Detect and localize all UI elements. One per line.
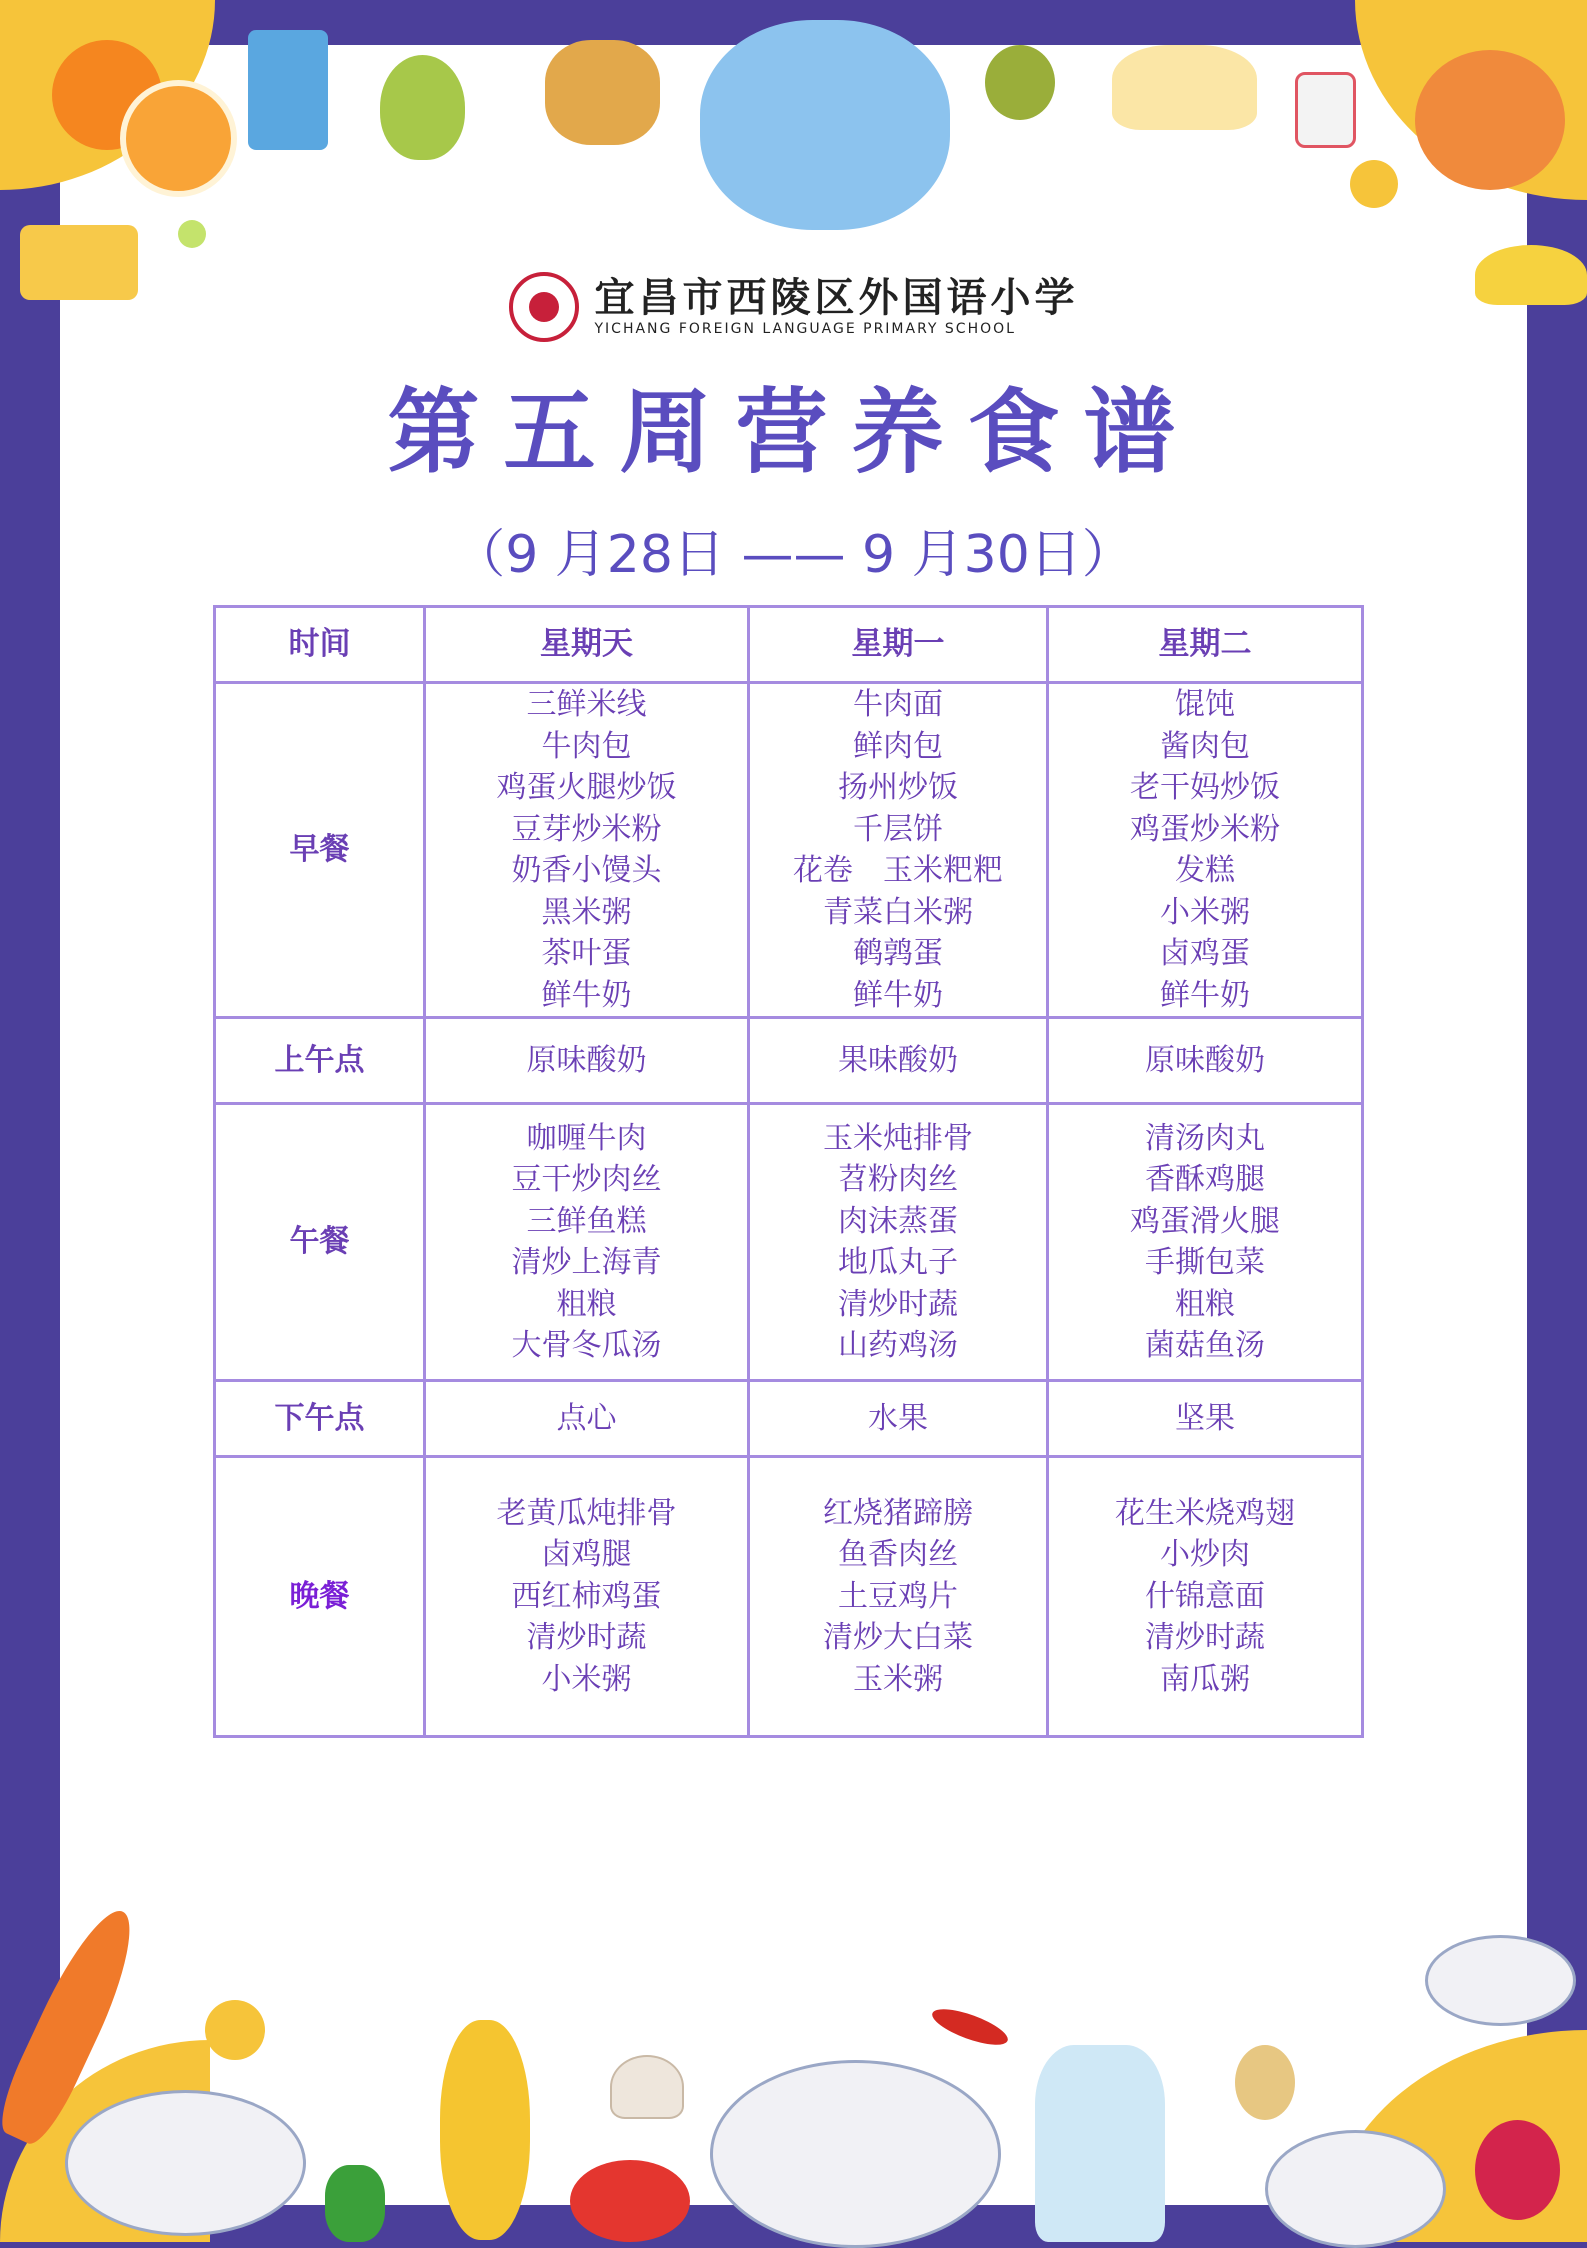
meal-label: 早餐: [215, 683, 425, 1018]
menu-item: 水果: [868, 1400, 928, 1436]
menu-item: 小米粥: [1160, 894, 1250, 930]
meal-label: 晚餐: [215, 1457, 425, 1737]
milk-jug-icon: [1035, 2045, 1165, 2242]
menu-item: 苕粉肉丝: [838, 1162, 958, 1197]
menu-cell-monday: [749, 1457, 1048, 1737]
menu-item: 奶香小馒头: [511, 853, 662, 888]
menu-cell-sunday: [425, 1381, 749, 1457]
menu-item: 鲜牛奶: [1160, 977, 1250, 1013]
menu-item: 鱼香肉丝: [838, 1537, 958, 1573]
menu-item: 香酥鸡腿: [1145, 1162, 1265, 1197]
school-logo-icon: [509, 272, 579, 342]
menu-item: 鲜肉包: [853, 728, 943, 764]
header-cell-monday: 星期一: [749, 607, 1048, 683]
yellow-dot: [1350, 160, 1398, 208]
menu-item: 玉米炖排骨: [823, 1120, 973, 1156]
menu-row: [215, 1018, 1363, 1104]
menu-cell-monday: [749, 1018, 1048, 1104]
menu-item: 发糕: [1175, 853, 1235, 888]
menu-cell-tuesday: [1048, 683, 1363, 1018]
olive-icon: [985, 45, 1055, 120]
menu-item: 鸡蛋滑火腿: [1130, 1203, 1280, 1239]
menu-item: 鲜牛奶: [541, 977, 632, 1013]
menu-item: 千层饼: [853, 811, 943, 847]
menu-item: 肉沫蒸蛋: [838, 1203, 958, 1239]
green-dot: [178, 220, 206, 248]
noodle-bowl-icon: [65, 2090, 306, 2236]
menu-item: 菌菇鱼汤: [1145, 1328, 1265, 1363]
menu-item: 粗粮: [1175, 1286, 1235, 1322]
menu-item: 豆芽炒米粉: [511, 811, 662, 847]
menu-item: 青菜白米粥: [823, 894, 973, 930]
milk-carton-icon: [248, 30, 328, 150]
menu-item: 鹌鹑蛋: [853, 936, 943, 971]
menu-item: 地瓜丸子: [838, 1245, 958, 1280]
menu-item: 粗粮: [556, 1286, 617, 1322]
menu-row: [215, 1381, 1363, 1457]
menu-cell-tuesday: [1048, 1457, 1363, 1737]
school-name-cn: 宜昌市西陵区外国语小学: [594, 274, 1079, 321]
menu-row: [215, 1457, 1363, 1737]
menu-item: 什锦意面: [1145, 1578, 1265, 1614]
header-cell-tuesday: 星期二: [1048, 607, 1363, 683]
header-cell-time: 时间: [215, 607, 425, 683]
pear-icon: [380, 55, 465, 160]
menu-item: 西红柿鸡蛋: [511, 1578, 662, 1614]
menu-item: 手撕包菜: [1145, 1245, 1265, 1280]
dumpling-steamer-icon: [545, 40, 660, 145]
menu-table: [213, 605, 1364, 1738]
menu-item: 大骨冬瓜汤: [511, 1328, 662, 1363]
menu-item: 原味酸奶: [526, 1042, 647, 1078]
menu-item: 茶叶蛋: [541, 936, 632, 971]
menu-item: 豆干炒肉丝: [511, 1162, 662, 1197]
menu-item: 清炒时蔬: [838, 1286, 958, 1322]
boy-airplane-illustration: [700, 20, 950, 230]
soup-bowl-icon: [1265, 2130, 1446, 2248]
menu-item: 小米粥: [541, 1661, 632, 1697]
menu-item: 清炒时蔬: [1145, 1620, 1265, 1656]
rice-bowl-icon: [1415, 50, 1565, 190]
dumplings-plate-icon: [1425, 1935, 1576, 2026]
menu-item: 南瓜粥: [1160, 1661, 1250, 1697]
meal-label: 午餐: [215, 1104, 425, 1381]
menu-item: 鲜牛奶: [853, 977, 943, 1013]
school-logo-row: [0, 272, 1587, 352]
menu-cell-tuesday: [1048, 1104, 1363, 1381]
menu-cell-monday: [749, 683, 1048, 1018]
menu-item: 馄饨: [1175, 687, 1235, 722]
menu-item: 卤鸡腿: [541, 1537, 632, 1573]
meal-label: 上午点: [215, 1018, 425, 1104]
menu-item: 扬州炒饭: [838, 770, 958, 805]
tomato-icon: [570, 2160, 690, 2242]
menu-row: [215, 683, 1363, 1018]
menu-item: 咖喱牛肉: [526, 1120, 647, 1156]
radish-icon: [1475, 2120, 1560, 2220]
school-name-en: YICHANG FOREIGN LANGUAGE PRIMARY SCHOOL: [594, 321, 1016, 337]
orange-slice-icon: [120, 80, 237, 197]
menu-cell-sunday: [425, 1018, 749, 1104]
menu-item: 清炒时蔬: [526, 1620, 647, 1656]
menu-item: 三鲜鱼糕: [526, 1203, 647, 1239]
menu-item: 卤鸡蛋: [1160, 936, 1250, 971]
pudding-icon: [1112, 45, 1257, 130]
menu-item: 清汤肉丸: [1145, 1120, 1265, 1156]
menu-item: 玉米粥: [853, 1661, 943, 1697]
menu-item: 鸡蛋火腿炒饭: [496, 770, 677, 805]
menu-item: 花卷 玉米粑粑: [793, 853, 1003, 888]
menu-item: 花生米烧鸡翅: [1115, 1495, 1295, 1531]
menu-cell-tuesday: [1048, 1381, 1363, 1457]
meal-label: 下午点: [215, 1381, 425, 1457]
menu-item: 清炒大白菜: [823, 1620, 973, 1656]
menu-item: 山药鸡汤: [838, 1328, 958, 1363]
menu-item: 三鲜米线: [526, 687, 647, 722]
menu-cell-tuesday: [1048, 1018, 1363, 1104]
corn-icon: [440, 2020, 530, 2240]
menu-item: 老黄瓜炖排骨: [496, 1495, 677, 1531]
date-range: （9 月28日 —— 9 月30日）: [453, 525, 1134, 585]
header-cell-sunday: 星期天: [425, 607, 749, 683]
menu-item: 牛肉面: [853, 687, 943, 722]
menu-item: 清炒上海青: [511, 1245, 662, 1280]
menu-item: 原味酸奶: [1145, 1042, 1265, 1078]
menu-row: [215, 1104, 1363, 1381]
menu-cell-sunday: [425, 1457, 749, 1737]
potato-icon: [1235, 2045, 1295, 2120]
yellow-dot: [205, 2000, 265, 2060]
page-title: 第五周营养食谱: [387, 379, 1200, 486]
menu-item: 红烧猪蹄膀: [823, 1495, 973, 1531]
menu-item: 坚果: [1175, 1400, 1235, 1436]
menu-item: 黑米粥: [541, 894, 632, 930]
menu-item: 点心: [556, 1400, 617, 1436]
menu-item: 土豆鸡片: [838, 1578, 958, 1614]
mushroom-icon: [610, 2055, 684, 2119]
menu-item: 老干妈炒饭: [1130, 770, 1280, 805]
menu-cell-monday: [749, 1104, 1048, 1381]
menu-cell-sunday: [425, 1104, 749, 1381]
yogurt-cup-icon: [1295, 72, 1356, 148]
menu-cell-monday: [749, 1381, 1048, 1457]
ramen-bowl-icon: [710, 2060, 1001, 2248]
menu-item: 小炒肉: [1160, 1537, 1250, 1573]
menu-item: 酱肉包: [1160, 728, 1250, 764]
table-header-row: [215, 607, 1363, 683]
menu-cell-sunday: [425, 683, 749, 1018]
menu-item: 果味酸奶: [838, 1042, 958, 1078]
menu-item: 牛肉包: [541, 728, 632, 764]
menu-item: 鸡蛋炒米粉: [1130, 811, 1280, 847]
pepper-icon: [325, 2165, 385, 2242]
